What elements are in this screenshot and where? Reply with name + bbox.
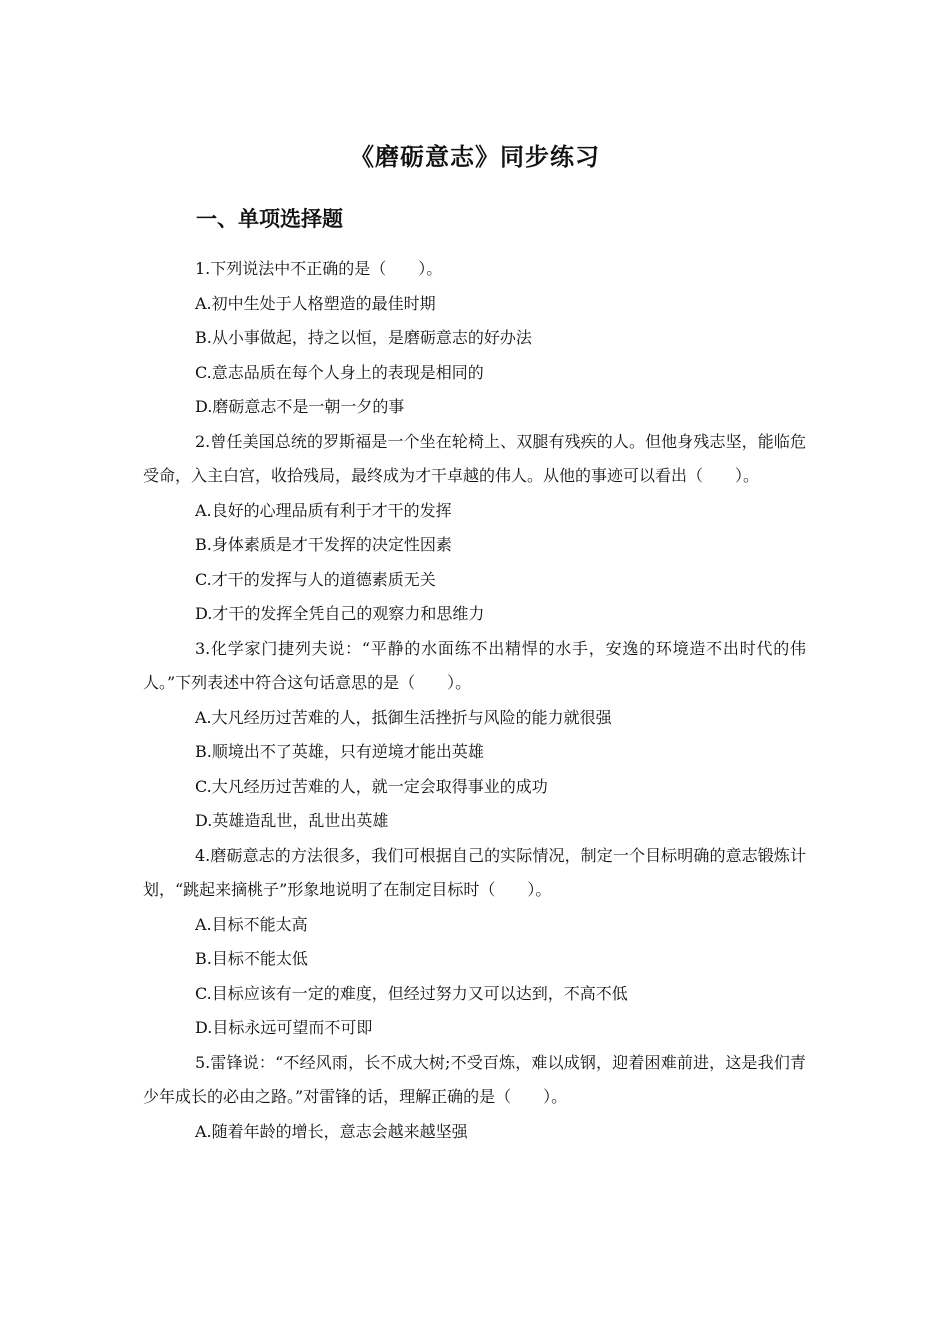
option-c: C.才干的发挥与人的道德素质无关 xyxy=(195,569,436,589)
option-d: D.目标永远可望而不可即 xyxy=(195,1018,373,1037)
option-a: A.目标不能太高 xyxy=(195,914,308,934)
option-a: A.初中生处于人格塑造的最佳时期 xyxy=(195,293,436,313)
question-2 xyxy=(143,425,806,632)
question-3 xyxy=(143,632,806,839)
question-stem: 4.磨砺意志的方法很多，我们可根据自己的实际情况，制定一个目标明确的意志锻炼计划，“跳起来摘桃子”形象地说明了在制定目标时（ ）。 xyxy=(143,845,806,899)
option-a: A.良好的心理品质有利于才干的发挥 xyxy=(195,500,452,520)
question-stem: 1.下列说法中不正确的是（ ）。 xyxy=(195,259,443,278)
option-a: A.随着年龄的增长，意志会越来越坚强 xyxy=(195,1121,468,1141)
option-b: B.从小事做起，持之以恒，是磨砺意志的好办法 xyxy=(195,328,532,347)
option-a: A.大凡经历过苦难的人，抵御生活挫折与风险的能力就很强 xyxy=(195,707,612,727)
option-c: C.意志品质在每个人身上的表现是相同的 xyxy=(195,362,484,382)
option-b: B.顺境出不了英雄，只有逆境才能出英雄 xyxy=(195,742,484,761)
question-stem: 5.雷锋说：“不经风雨，长不成大树;不受百炼，难以成钢，迎着困难前进，这是我们青少年成长的必由之路。”对雷锋的话，理解正确的是（ ）。 xyxy=(143,1052,806,1106)
question-1 xyxy=(143,252,806,425)
option-b: B.身体素质是才干发挥的决定性因素 xyxy=(195,535,452,554)
question-stem: 3.化学家门捷列夫说：“平静的水面练不出精悍的水手，安逸的环境造不出时代的伟人。”下列表述中符合这句话意思的是（ ）。 xyxy=(143,638,806,692)
section-heading: 一、单项选择题 xyxy=(196,206,343,231)
option-c: C.大凡经历过苦难的人，就一定会取得事业的成功 xyxy=(195,776,548,796)
option-b: B.目标不能太低 xyxy=(195,949,308,968)
question-5 xyxy=(143,1046,806,1150)
option-d: D.磨砺意志不是一朝一夕的事 xyxy=(195,397,405,416)
question-4 xyxy=(143,839,806,1046)
option-c: C.目标应该有一定的难度，但经过努力又可以达到，不高不低 xyxy=(195,983,628,1003)
question-list xyxy=(143,252,806,1149)
page-title: 《磨砺意志》同步练习 xyxy=(350,142,600,171)
option-d: D.英雄造乱世，乱世出英雄 xyxy=(195,811,389,830)
question-stem: 2.曾任美国总统的罗斯福是一个坐在轮椅上、双腿有残疾的人。但他身残志坚，能临危受命，入主白宫，收拾残局，最终成为才干卓越的伟人。从他的事迹可以看出（ ）。 xyxy=(143,431,806,485)
option-d: D.才干的发挥全凭自己的观察力和思维力 xyxy=(195,604,485,623)
